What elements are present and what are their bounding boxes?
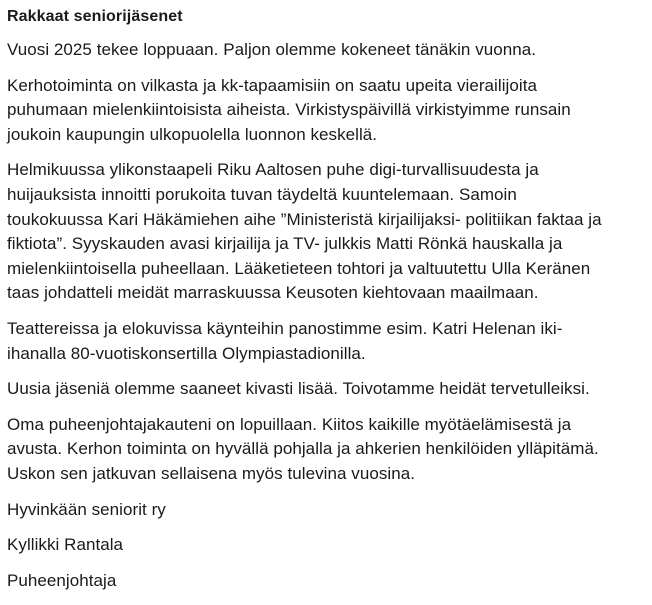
text-line: Kerhotoiminta on vilkasta ja kk-tapaamisiin on saatu upeita vierailijoita: [7, 75, 537, 95]
text-line: toukokuussa Kari Häkämiehen aihe ”Ministeristä kirjailijaksi- politiikan faktaa ja: [7, 209, 602, 229]
text-line: Helmikuussa ylikonstaapeli Riku Aaltosen puhe digi-turvallisuudesta ja: [7, 160, 539, 180]
signer-title: Puheenjohtaja: [7, 570, 117, 590]
text-line: puhumaan mielenkiintoisista aiheista. Virkistyspäivillä virkistyimme runsain: [7, 100, 571, 120]
text-line: Oma puheenjohtajakauteni on lopuillaan. Kiitos kaikille myötäelämisestä ja: [7, 414, 572, 434]
organization-name: Hyvinkään seniorit ry: [7, 499, 166, 519]
text-line: Uskon sen jatkuvan sellaisena myös tulevina vuosina.: [7, 463, 415, 483]
paragraph-theatre: [7, 317, 645, 366]
text-line: huijauksista innoitti porukoita tuvan täydeltä kuuntelemaan. Samoin: [7, 184, 517, 204]
text-line: ihanalla 80-vuotiskonsertilla Olympiastadionilla.: [7, 343, 366, 363]
text-line: taas johdatteli meidät marraskuussa Keusoten kiehtovaan maailmaan.: [7, 283, 539, 303]
text-line: Vuosi 2025 tekee loppuaan. Paljon olemme kokeneet tänäkin vuonna.: [7, 40, 537, 59]
signer-name: Kyllikki Rantala: [7, 535, 124, 555]
paragraph-speakers: [7, 158, 645, 306]
text-line: fiktiota”. Syyskauden avasi kirjailija ja TV- julkkis Matti Rönkä hauskalla ja: [7, 234, 563, 254]
letter-heading: Rakkaat seniorijäsenet: [7, 8, 183, 25]
text-line: mielenkiintoisella puheellaan. Lääketieteen tohtori ja valtuutettu Ulla Keränen: [7, 258, 591, 278]
paragraph-new-members: [7, 377, 645, 402]
text-line: joukoin kaupungin ulkopuolella luonnon keskellä.: [7, 124, 378, 144]
paragraph-intro: [7, 38, 645, 63]
paragraph-club-activity: [7, 74, 645, 148]
paragraph-closing: [7, 413, 645, 487]
text-line: Uusia jäseniä olemme saaneet kivasti lisää. Toivotamme heidät tervetulleiksi.: [7, 379, 590, 399]
text-line: Teattereissa ja elokuvissa käynteihin panostimme esim. Katri Helenan iki-: [7, 318, 563, 338]
text-line: avusta. Kerhon toiminta on hyvällä pohjalla ja ahkerien henkilöiden ylläpitämä.: [7, 439, 599, 459]
